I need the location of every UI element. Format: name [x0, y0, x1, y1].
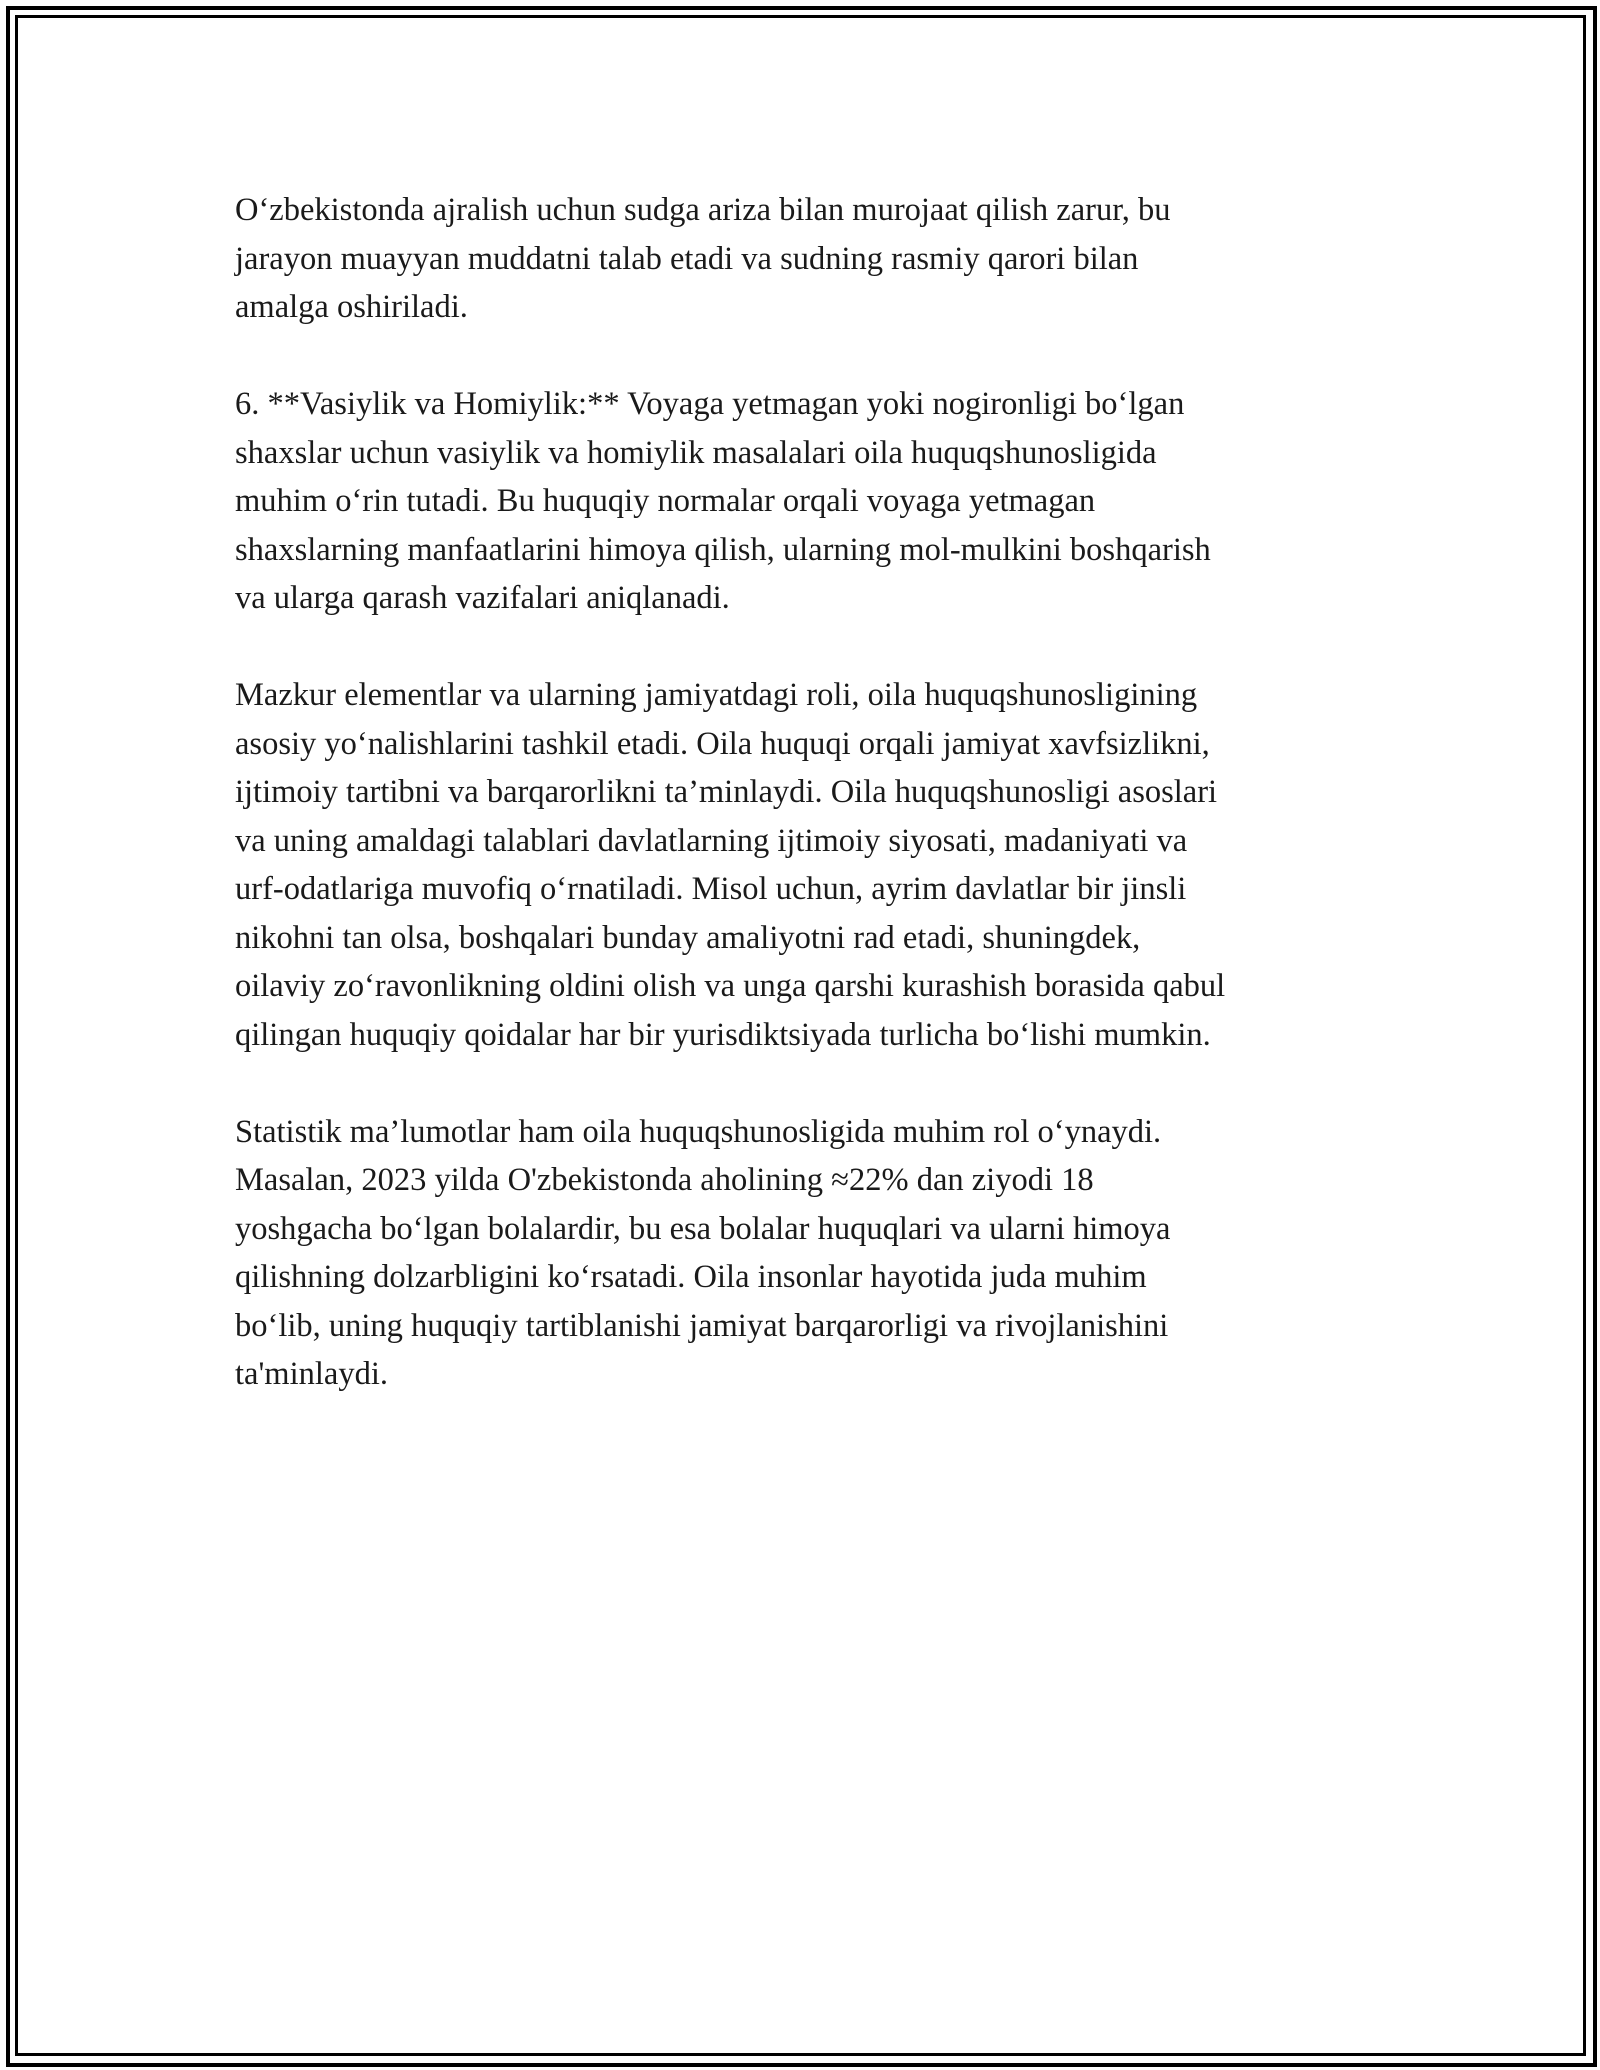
document-body	[235, 186, 1365, 1447]
text-line: jarayon muayyan muddatni talab etadi va sudning rasmiy qarori bilan	[235, 240, 1139, 277]
text-line: nikohni tan olsa, boshqalari bunday amaliyotni rad etadi, shuningdek,	[235, 919, 1141, 956]
text-line: shaxslar uchun vasiylik va homiylik masalalari oila huquqshunosligida	[235, 434, 1157, 471]
text-line: oilaviy zo‘ravonlikning oldini olish va unga qarshi kurashish borasida qabul	[235, 968, 1226, 1004]
paragraph-social-role	[235, 671, 1365, 1059]
text-line: va uning amaldagi talablari davlatlarning ijtimoiy siyosati, madaniyati va	[235, 822, 1188, 859]
paragraph-guardianship	[235, 380, 1365, 623]
text-line: asosiy yo‘nalishlarini tashkil etadi. Oila huquqi orqali jamiyat xavfsizlikni,	[235, 725, 1210, 762]
text-line: ta'minlaydi.	[235, 1356, 388, 1392]
text-line: O‘zbekistonda ajralish uchun sudga ariza bilan murojaat qilish zarur, bu	[235, 192, 1171, 228]
text-line: ijtimoiy tartibni va barqarorlikni ta’minlaydi. Oila huquqshunosligi asoslari	[235, 774, 1218, 810]
text-line: bo‘lib, uning huquqiy tartiblanishi jamiyat barqarorligi va rivojlanishini	[235, 1307, 1169, 1344]
text-line: qilingan huquqiy qoidalar har bir yurisdiktsiyada turlicha bo‘lishi mumkin.	[235, 1016, 1211, 1053]
text-line: urf-odatlariga muvofiq o‘rnatiladi. Misol uchun, ayrim davlatlar bir jinsli	[235, 871, 1187, 907]
text-line: shaxslarning manfaatlarini himoya qilish, ularning mol-mulkini boshqarish	[235, 531, 1211, 568]
text-line: amalga oshiriladi.	[235, 289, 468, 325]
text-line: muhim o‘rin tutadi. Bu huquqiy normalar orqali voyaga yetmagan	[235, 483, 1096, 519]
text-line: Mazkur elementlar va ularning jamiyatdagi roli, oila huquqshunosligining	[235, 677, 1198, 713]
text-line: Statistik ma’lumotlar ham oila huquqshunosligida muhim rol o‘ynaydi.	[235, 1113, 1162, 1150]
text-line: va ularga qarash vazifalari aniqlanadi.	[235, 580, 730, 616]
text-line: Masalan, 2023 yilda O'zbekistonda aholining ≈22% dan ziyodi 18	[235, 1162, 1094, 1198]
text-line: 6. **Vasiylik va Homiylik:** Voyaga yetmagan yoki nogironligi bo‘lgan	[235, 386, 1185, 422]
paragraph-divorce-procedure	[235, 186, 1365, 332]
paragraph-statistics	[235, 1108, 1365, 1399]
text-line: qilishning dolzarbligini ko‘rsatadi. Oila insonlar hayotida juda muhim	[235, 1259, 1147, 1295]
text-line: yoshgacha bo‘lgan bolalardir, bu esa bolalar huquqlari va ularni himoya	[235, 1210, 1171, 1247]
